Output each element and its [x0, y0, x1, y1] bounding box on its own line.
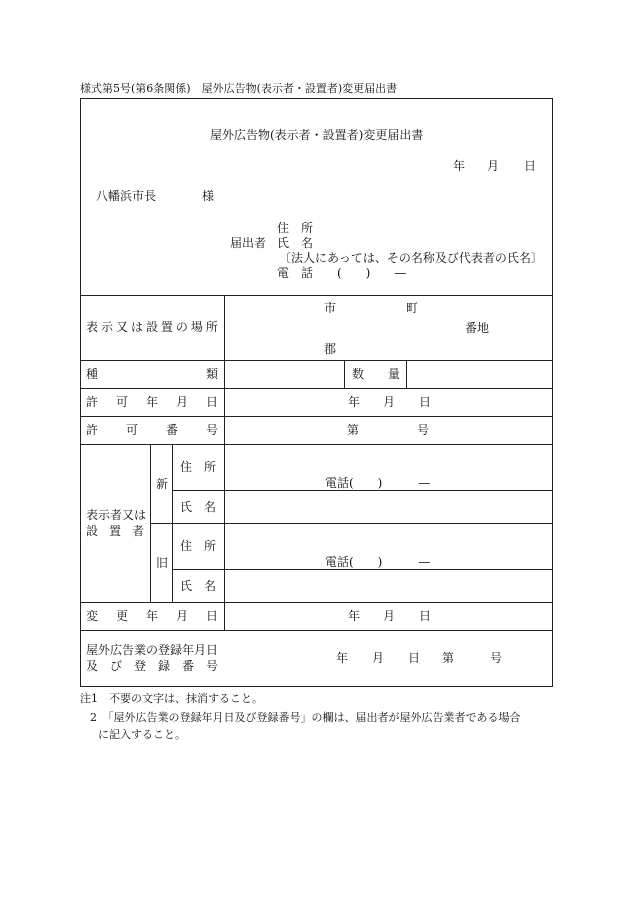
registration-dai: 第 [442, 651, 455, 665]
permit-no-label: 許 可 番 号 [86, 423, 218, 437]
frame-right [552, 98, 553, 686]
applicant-name-label: 氏 名 [277, 236, 314, 250]
old-name-label: 氏 名 [180, 579, 217, 593]
old-address-label: 住 所 [180, 539, 217, 553]
qty-label: 数 量 [352, 367, 400, 381]
change-date-day: 日 [419, 609, 432, 623]
old-tel-format: 電話( ) — [325, 555, 431, 569]
permit-date-year: 年 [348, 395, 361, 409]
person-old-label: 旧 [156, 556, 169, 570]
registration-month: 月 [372, 651, 385, 665]
new-name-label: 氏 名 [180, 500, 217, 514]
form-code: 様式第5号(第6条関係) 屋外広告物(表示者・設置者)変更届出書 [80, 82, 398, 95]
row-line [80, 388, 552, 389]
location-city: 市 [324, 301, 337, 315]
honorific: 様 [202, 189, 215, 203]
date-year: 年 [453, 159, 466, 173]
change-date-label: 変 更 年 月 日 [86, 609, 218, 623]
note-2-line1: 2 「屋外広告業の登録年月日及び登録番号」の欄は、届出者が屋外広告業者である場合 [90, 711, 521, 724]
new-tel-format: 電話( ) — [325, 476, 431, 490]
permit-no-dai: 第 [347, 423, 360, 437]
frame-bottom [80, 686, 553, 687]
col-line [344, 360, 345, 388]
location-banchi: 番地 [465, 321, 490, 335]
row-line [80, 295, 552, 296]
permit-no-go: 号 [417, 423, 430, 437]
location-county: 郡 [324, 342, 337, 356]
applicant-label: 届出者 [230, 236, 267, 250]
row-line [80, 360, 552, 361]
registration-label-line2: 及び登録番号 [86, 659, 218, 673]
registration-day: 日 [408, 651, 421, 665]
change-date-year: 年 [348, 609, 361, 623]
date-month: 月 [487, 159, 500, 173]
new-address-label: 住 所 [180, 460, 217, 474]
addressee: 八幡浜市長 [96, 189, 157, 203]
person-new-label: 新 [156, 477, 169, 491]
row-line [80, 630, 552, 631]
applicant-tel-format: ( ) — [337, 266, 407, 280]
row-line [80, 602, 552, 603]
applicant-tel-label: 電 話 [277, 266, 314, 280]
location-label: 表 示 又 は 設 置 の 場 所 [86, 320, 218, 334]
corp-note: 〔法人にあっては、その名称及び代表者の氏名〕 [279, 251, 543, 265]
applicant-address-label: 住 所 [277, 221, 314, 235]
location-town: 町 [406, 301, 419, 315]
note-2-line2: に記入すること。 [98, 728, 186, 741]
form-title: 屋外広告物(表示者・設置者)変更届出書 [210, 128, 424, 142]
registration-go: 号 [490, 651, 503, 665]
note-1: 注1 不要の文字は、抹消すること。 [80, 692, 263, 705]
permit-date-day: 日 [419, 395, 432, 409]
row-line [80, 416, 552, 417]
permit-date-label: 許 可 年 月 日 [86, 395, 218, 409]
kind-label: 種 類 [86, 367, 218, 381]
row-line [150, 523, 552, 524]
registration-label-line1: 屋外広告業の登録年月日 [86, 643, 219, 657]
row-line [172, 490, 552, 491]
permit-date-month: 月 [383, 395, 396, 409]
change-date-month: 月 [383, 609, 396, 623]
person-label-line1: 表示者又は [86, 508, 147, 522]
frame-top [80, 98, 552, 99]
row-line [172, 569, 552, 570]
col-line [150, 444, 151, 602]
registration-year: 年 [336, 651, 349, 665]
date-day: 日 [524, 159, 537, 173]
col-line [172, 444, 173, 602]
col-line [406, 360, 407, 388]
person-label-line2: 設置者 [86, 524, 144, 538]
frame-left [80, 98, 81, 686]
col-line [224, 295, 225, 630]
